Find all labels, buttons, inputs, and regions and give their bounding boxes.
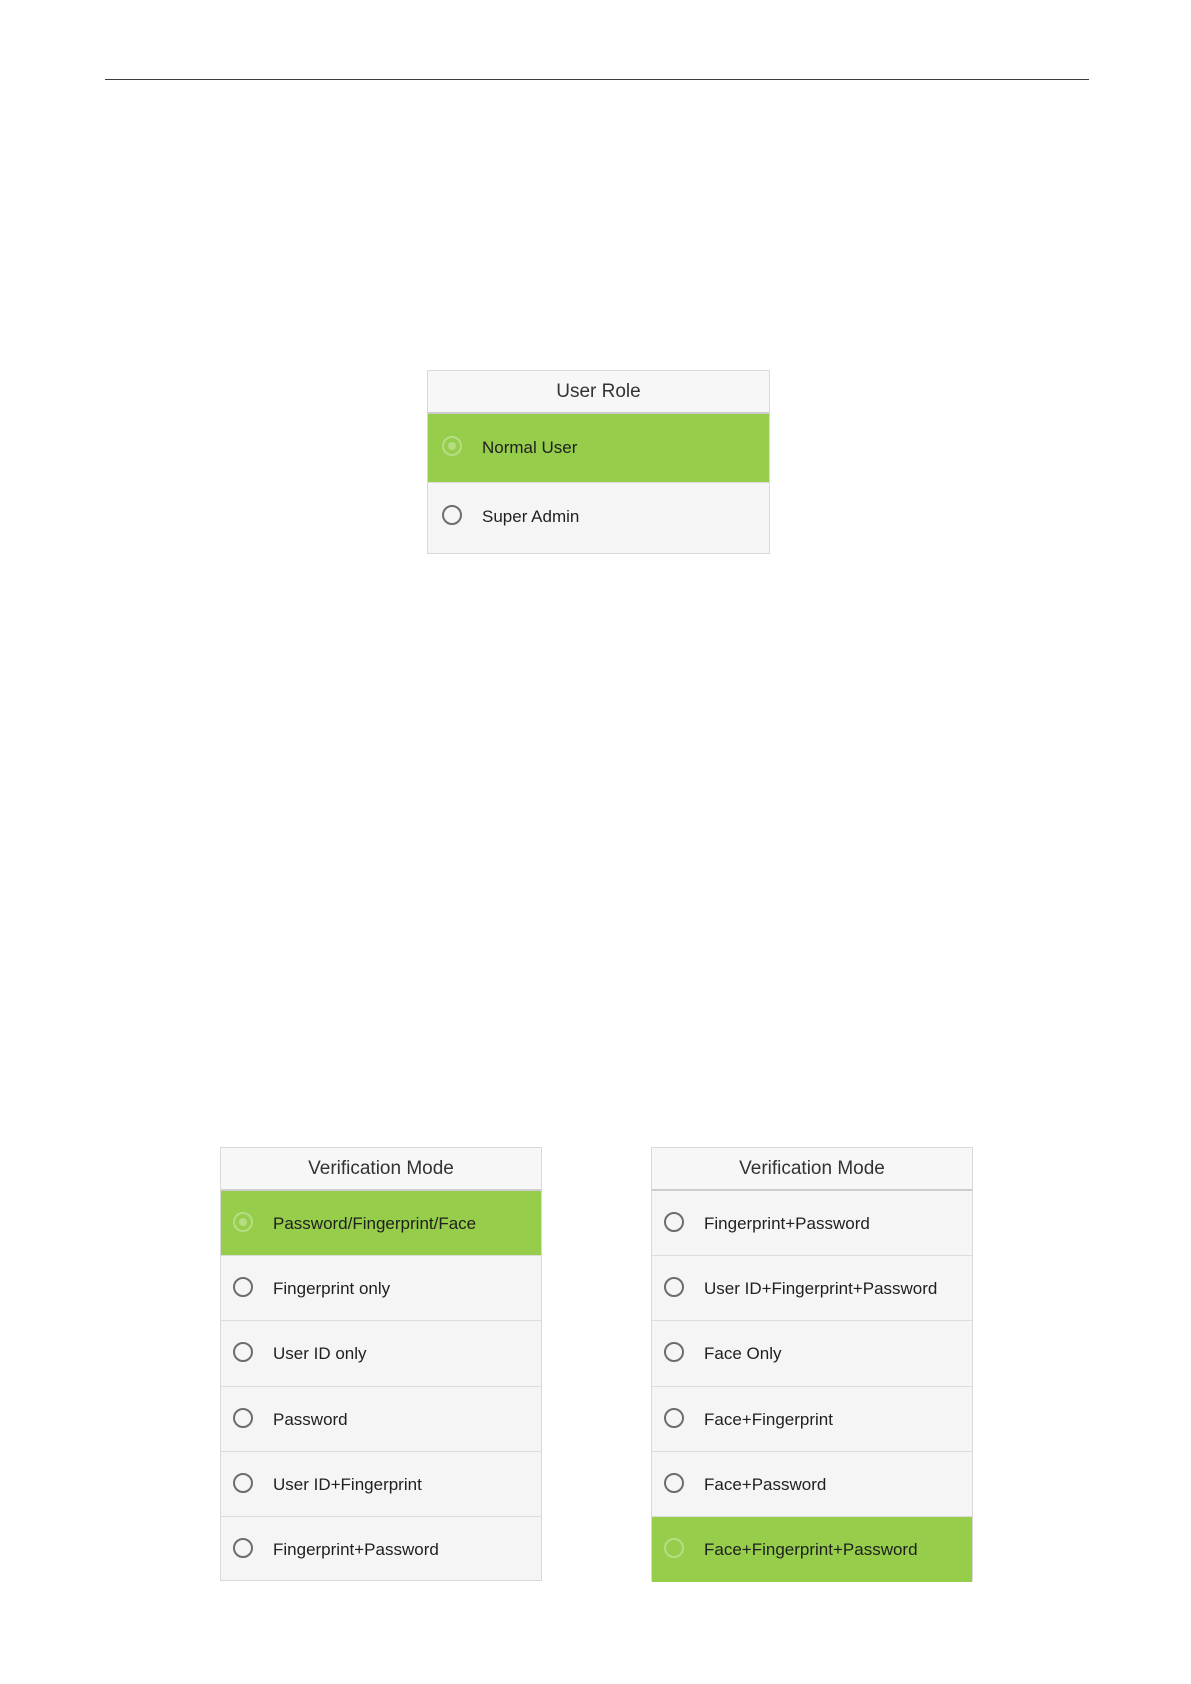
radio-icon[interactable] (233, 1342, 253, 1362)
radio-icon[interactable] (442, 505, 462, 525)
option-label: Face+Fingerprint+Password (704, 1539, 918, 1559)
verification-mode-panel-left (220, 1147, 542, 1581)
option-face-fingerprint[interactable] (652, 1387, 972, 1452)
option-list (221, 1191, 541, 1582)
radio-icon[interactable] (664, 1408, 684, 1428)
radio-icon[interactable] (664, 1277, 684, 1297)
radio-icon[interactable] (664, 1212, 684, 1232)
radio-icon[interactable] (233, 1473, 253, 1493)
option-face-password[interactable] (652, 1452, 972, 1517)
option-user-id-only[interactable] (221, 1321, 541, 1386)
header-rule (105, 79, 1089, 80)
option-fingerprint-only[interactable] (221, 1256, 541, 1321)
option-super-admin[interactable] (428, 483, 769, 552)
panel-title: Verification Mode (652, 1148, 972, 1191)
option-label: Face+Password (704, 1474, 827, 1494)
option-label: Fingerprint+Password (704, 1214, 870, 1233)
option-label: User ID+Fingerprint (273, 1474, 422, 1494)
radio-icon[interactable] (664, 1538, 684, 1558)
option-label: Fingerprint only (273, 1279, 391, 1299)
option-list (428, 414, 769, 552)
radio-icon[interactable] (233, 1277, 253, 1297)
option-label: Face+Fingerprint (704, 1409, 833, 1429)
option-label: Face Only (704, 1344, 782, 1364)
option-normal-user[interactable] (428, 414, 769, 483)
panel-title: User Role (428, 371, 769, 414)
option-fingerprint-password[interactable] (652, 1191, 972, 1256)
option-password-fingerprint-face[interactable] (221, 1191, 541, 1256)
radio-icon[interactable] (233, 1212, 253, 1232)
radio-icon[interactable] (233, 1408, 253, 1428)
option-list (652, 1191, 972, 1582)
option-password[interactable] (221, 1387, 541, 1452)
verification-mode-panel-right (651, 1147, 973, 1581)
panel-title: Verification Mode (221, 1148, 541, 1191)
option-label: User ID+Fingerprint+Password (704, 1279, 938, 1299)
radio-icon[interactable] (442, 436, 462, 456)
option-face-fingerprint-password[interactable] (652, 1517, 972, 1582)
option-label: Password/Fingerprint/Face (273, 1214, 477, 1233)
option-user-id-fingerprint[interactable] (221, 1452, 541, 1517)
option-label: User ID only (273, 1344, 367, 1364)
option-label: Fingerprint+Password (273, 1539, 439, 1559)
radio-icon[interactable] (664, 1342, 684, 1362)
user-role-panel (427, 370, 770, 554)
option-label: Normal User (482, 438, 578, 457)
option-label: Password (273, 1409, 348, 1429)
option-label: Super Admin (482, 507, 580, 526)
option-fingerprint-password[interactable] (221, 1517, 541, 1582)
radio-icon[interactable] (664, 1473, 684, 1493)
radio-icon[interactable] (233, 1538, 253, 1558)
option-user-id-fingerprint-password[interactable] (652, 1256, 972, 1321)
option-face-only[interactable] (652, 1321, 972, 1386)
